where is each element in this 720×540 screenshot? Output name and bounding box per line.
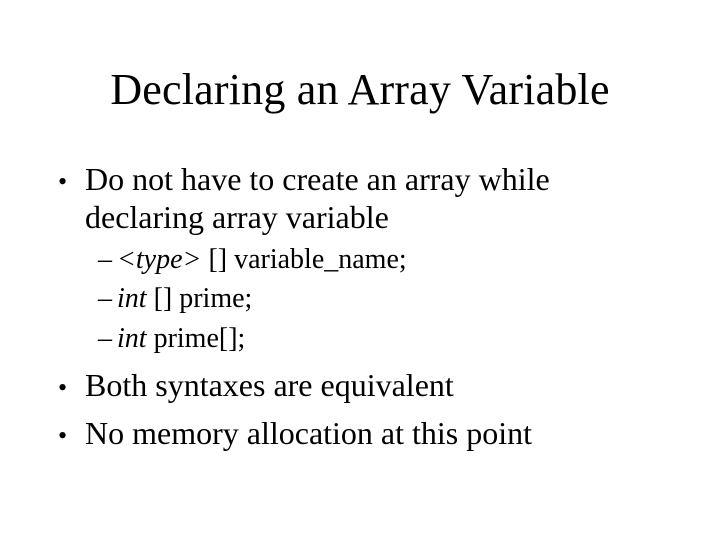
sub-bullet-item	[98, 282, 662, 316]
bullet-text	[85, 366, 662, 404]
bullet-dot-marker: •	[58, 420, 68, 450]
text-segment: Both syntaxes are equivalent	[85, 366, 454, 403]
bullet-text	[85, 160, 662, 237]
bullet-item	[58, 414, 662, 452]
sub-bullet-item	[98, 322, 662, 356]
dash-marker: –	[98, 283, 112, 315]
code-keyword-segment: <type>	[117, 243, 202, 275]
slide-title: Declaring an Array Variable	[110, 65, 610, 114]
code-keyword-segment: int	[117, 283, 147, 315]
code-keyword-segment: int	[117, 322, 147, 354]
text-segment: Do not have to create an array while declaring array variable	[85, 161, 550, 236]
text-segment: [] prime;	[146, 283, 253, 315]
bullet-text	[117, 243, 662, 277]
bullet-item	[58, 366, 662, 404]
bullet-text	[85, 414, 662, 452]
dash-marker: –	[98, 322, 112, 354]
slide-body	[0, 160, 662, 452]
bullet-dot-marker: •	[58, 372, 68, 402]
dash-marker: –	[98, 243, 112, 275]
sub-bullet-item	[98, 243, 662, 277]
text-segment: No memory allocation at this point	[85, 414, 533, 451]
bullet-text	[117, 322, 662, 356]
bullet-dot-marker: •	[58, 167, 68, 196]
bullet-item	[58, 160, 662, 237]
text-segment: prime[];	[146, 322, 246, 354]
text-segment: [] variable_name;	[201, 243, 407, 275]
bullet-text	[117, 282, 662, 316]
